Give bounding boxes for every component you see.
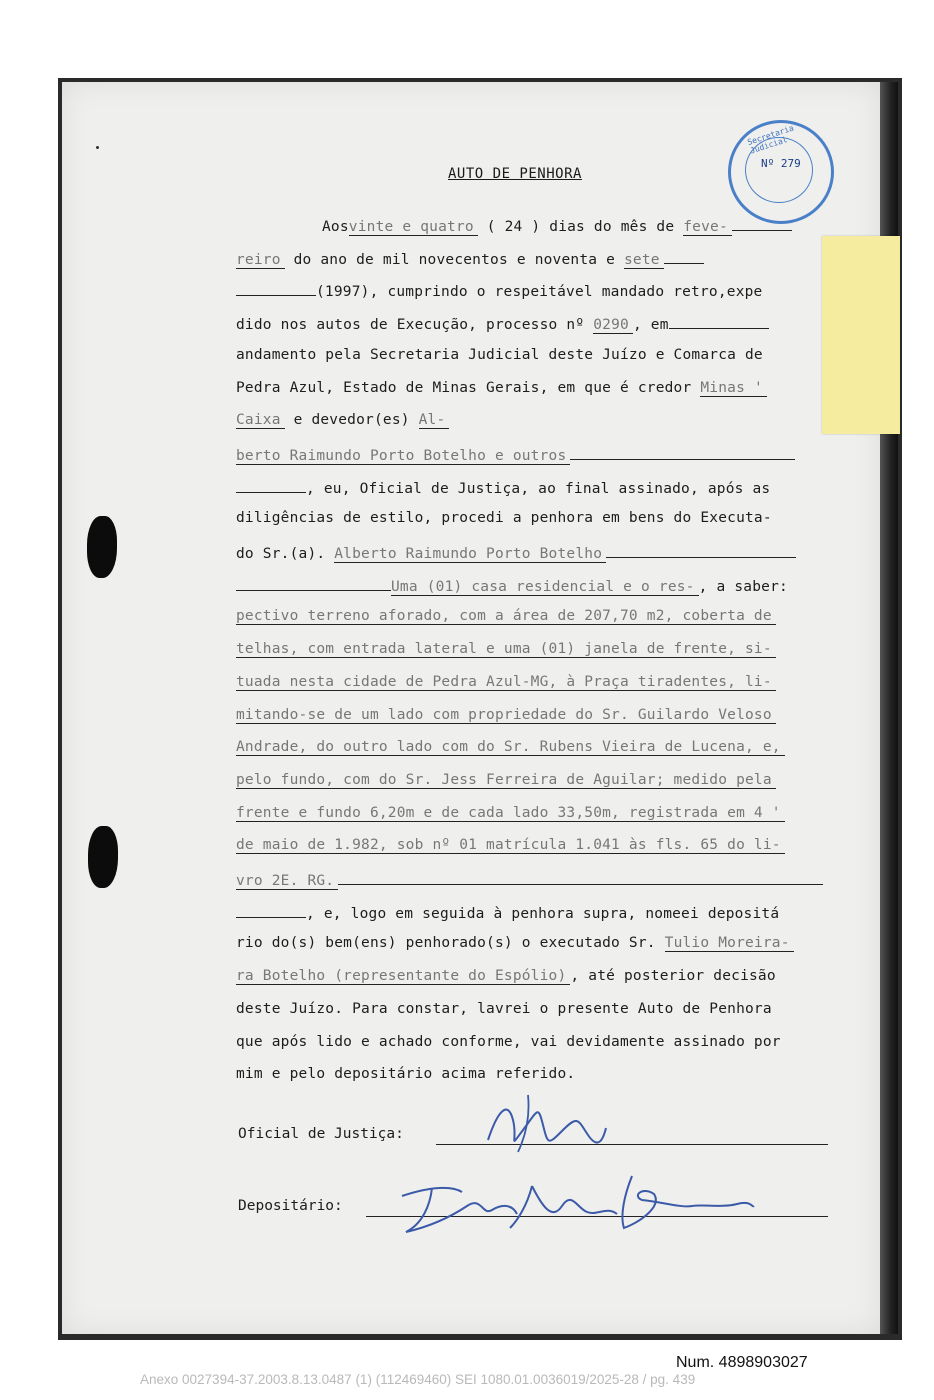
filled-field: Andrade, do outro lado com do Sr. Rubens Vieira de Lucena, e, (236, 739, 785, 756)
filled-field: de maio de 1.982, sob nº 01 matrícula 1.041 às fls. 65 do li- (236, 837, 785, 854)
officer-signature (468, 1090, 618, 1160)
blank-rule (236, 281, 316, 296)
body-line (236, 968, 776, 985)
line-text: mim e pelo depositário acima referido. (236, 1066, 576, 1083)
filled-field: berto Raimundo Porto Botelho e outros (236, 448, 570, 465)
filled-field: 0290 (593, 317, 633, 334)
line-text: , eu, Oficial de Justiça, ao final assinado, após as (306, 480, 771, 497)
line-text: , a saber: (698, 578, 788, 595)
body-line (236, 1034, 781, 1050)
blank-rule (236, 903, 306, 918)
punch-hole-bottom (88, 826, 118, 888)
line-text: do Sr.(a). (236, 546, 335, 562)
line-text: e devedor(es) (284, 412, 419, 429)
filled-field: mitando-se de um lado com propriedade do Sr. Guilardo Veloso (236, 707, 776, 724)
line-text: Al- (419, 412, 450, 429)
body-line (236, 641, 776, 658)
line-text: que após lido e achado conforme, vai devidamente assinado por (236, 1033, 781, 1050)
filled-field: ra Botelho (representante do Espólio) (236, 968, 570, 985)
blank-rule (570, 445, 795, 460)
body-line (236, 903, 779, 922)
filled-field: reiro (236, 252, 285, 269)
line-text: , em (632, 317, 669, 334)
body-line (236, 870, 823, 890)
filled-field: Tulio Moreira- (665, 935, 794, 952)
line-text: dido nos autos de Execução, processo nº (236, 317, 594, 334)
document-number: Num. 4898903027 (676, 1354, 808, 1371)
body-line (236, 281, 763, 300)
sticky-note (822, 236, 900, 434)
body-line (236, 772, 776, 789)
line-text: feve- (683, 219, 732, 236)
blank-rule (338, 870, 823, 885)
line-text: , até posterior decisão (570, 968, 776, 985)
body-line (236, 805, 785, 822)
line-text: , e, logo em seguida à penhora supra, nomeei depositá (306, 905, 780, 922)
body-line (236, 608, 776, 625)
line-text: rio do(s) bem(ens) penhorado(s) o executado Sr. (236, 935, 665, 952)
stamp-inner-ring (745, 137, 813, 203)
filled-field: frente e fundo 6,20m e de cada lado 33,50m, registrada em 4 ' (236, 805, 785, 822)
body-line (236, 739, 785, 756)
line-text: do ano de mil novecentos e noventa e (284, 251, 624, 268)
stamp-text: Secretaria Judicial (746, 123, 795, 156)
filled-field: Minas ' (700, 380, 767, 397)
body-line (236, 837, 785, 854)
body-line (236, 1066, 575, 1082)
blank-rule (732, 216, 792, 231)
line-text: andamento pela Secretaria Judicial deste Juízo e Comarca de (236, 346, 763, 363)
blank-rule (236, 478, 306, 493)
body-line (236, 1001, 772, 1017)
line-text: (1997), cumprindo o respeitável mandado retro,expe (316, 284, 763, 301)
court-stamp (728, 120, 834, 224)
body-line (322, 216, 792, 236)
body-line (236, 347, 763, 363)
blank-rule (669, 314, 769, 329)
filled-field: tuada nesta cidade de Pedra Azul-MG, à Praça tiradentes, li- (236, 674, 776, 691)
body-line (236, 380, 767, 397)
filled-field: pelo fundo, com do Sr. Jess Ferreira de Aguilar; medido pela (236, 772, 776, 789)
speck (96, 146, 99, 149)
punch-hole-top (87, 516, 117, 578)
filled-field: pectivo terreno aforado, com a área de 207,70 m2, coberta de (236, 608, 776, 625)
document-title: AUTO DE PENHORA (448, 166, 582, 182)
filled-field: Uma (01) casa residencial e o res- (391, 579, 699, 596)
body-line (236, 412, 449, 429)
line-text: ( 24 ) dias do mês de (477, 219, 684, 235)
blank-rule (606, 543, 796, 558)
body-line (236, 543, 796, 563)
body-line (236, 314, 769, 334)
body-line (236, 510, 772, 526)
line-text: Aos (322, 219, 349, 235)
blank-rule (236, 576, 391, 591)
filled-field: Alberto Raimundo Porto Botelho (334, 546, 606, 563)
filled-field: telhas, com entrada lateral e uma (01) janela de frente, si- (236, 641, 776, 658)
body-line (236, 249, 704, 269)
body-line (236, 674, 776, 691)
body-line (236, 478, 770, 497)
line-text: deste Juízo. Para constar, lavrei o presente Auto de Penhora (236, 1000, 772, 1017)
footer-metadata: Anexo 0027394-37.2003.8.13.0487 (1) (112469460) SEI 1080.01.0036019/2025-28 / pg. 439 (140, 1372, 696, 1387)
depositary-signature (392, 1166, 762, 1240)
line-text: diligências de estilo, procedi a penhora em bens do Executa- (236, 510, 772, 527)
body-line (236, 576, 788, 596)
line-text: Pedra Azul, Estado de Minas Gerais, em que é credor (236, 379, 701, 396)
stamp-number: Nº 279 (761, 157, 801, 170)
filled-field: vinte e quatro (349, 219, 478, 236)
blank-rule (664, 249, 704, 264)
filled-field: vro 2E. RG. (236, 873, 338, 890)
body-line (236, 445, 795, 465)
filled-field: Caixa (236, 412, 285, 429)
body-line (236, 707, 776, 724)
officer-label: Oficial de Justiça: (238, 1126, 404, 1142)
body-line (236, 935, 794, 952)
depositary-label: Depositário: (238, 1198, 343, 1214)
line-text: sete (624, 252, 664, 269)
